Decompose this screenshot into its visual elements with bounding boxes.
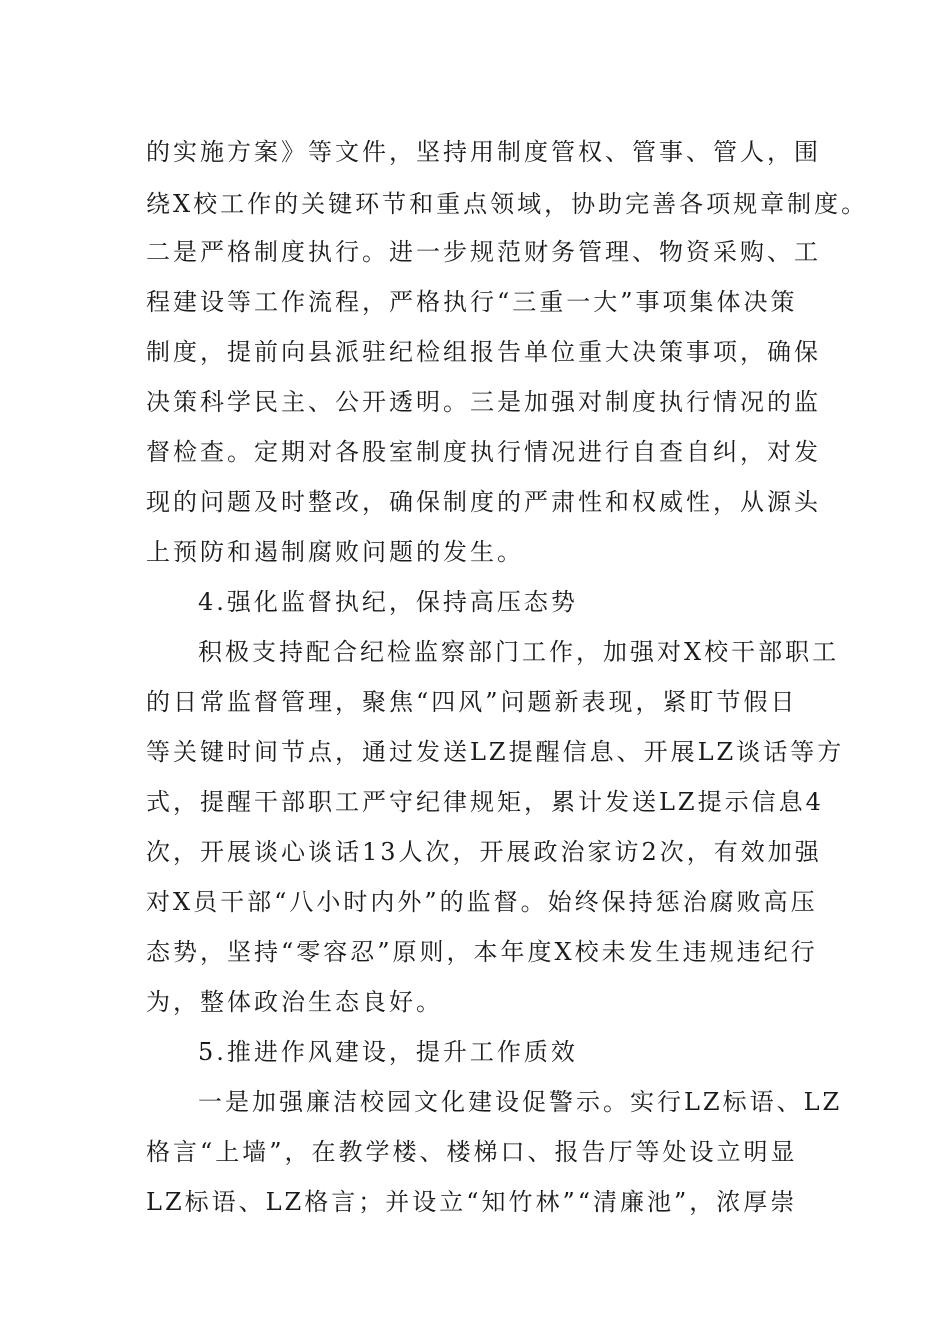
text-line: 格言“上墙”，在教学楼、楼梯口、报告厅等处设立明显	[146, 1138, 798, 1166]
section-heading: 5.推进作风建设，提升工作质效	[198, 1038, 578, 1066]
text-line: 程建设等工作流程，严格执行“三重一大”事项集体决策	[146, 288, 798, 316]
text-line: 对X员干部“八小时内外”的监督。始终保持惩治腐败高压	[146, 888, 818, 916]
text-line: 积极支持配合纪检监察部门工作，加强对X校干部职工	[198, 638, 840, 666]
text-line: 一是加强廉洁校园文化建设促警示。实行LZ标语、LZ	[198, 1088, 843, 1116]
text-line: 次，开展谈心谈话13人次，开展政治家访2次，有效加强	[146, 838, 822, 866]
text-line: LZ标语、LZ格言；并设立“知竹林”“清廉池”，浓厚崇	[146, 1188, 798, 1216]
text-line: 的日常监督管理，聚焦“四风”问题新表现，紧盯节假日	[146, 688, 798, 716]
text-line: 制度，提前向县派驻纪检组报告单位重大决策事项，确保	[146, 338, 821, 366]
text-line: 决策科学民主、公开透明。三是加强对制度执行情况的监	[146, 388, 821, 416]
section-heading: 4.强化监督执纪，保持高压态势	[198, 588, 578, 616]
text-line: 的实施方案》等文件，坚持用制度管权、管事、管人，围	[146, 138, 821, 166]
text-line: 绕X校工作的关键环节和重点领域，协助完善各项规章制度。	[146, 190, 869, 218]
text-line: 态势，坚持“零容忍”原则，本年度X校未发生违规违纪行	[146, 938, 818, 966]
text-line: 督检查。定期对各股室制度执行情况进行自查自纠，对发	[146, 438, 821, 466]
text-line: 等关键时间节点，通过发送LZ提醒信息、开展LZ谈话等方	[146, 738, 845, 766]
text-line: 现的问题及时整改，确保制度的严肃性和权威性，从源头	[146, 488, 821, 516]
text-line: 上预防和遏制腐败问题的发生。	[146, 538, 524, 566]
text-line: 为，整体政治生态良好。	[146, 988, 443, 1016]
text-line: 式，提醒干部职工严守纪律规矩，累计发送LZ提示信息4	[146, 788, 824, 816]
text-line: 二是严格制度执行。进一步规范财务管理、物资采购、工	[146, 238, 821, 266]
